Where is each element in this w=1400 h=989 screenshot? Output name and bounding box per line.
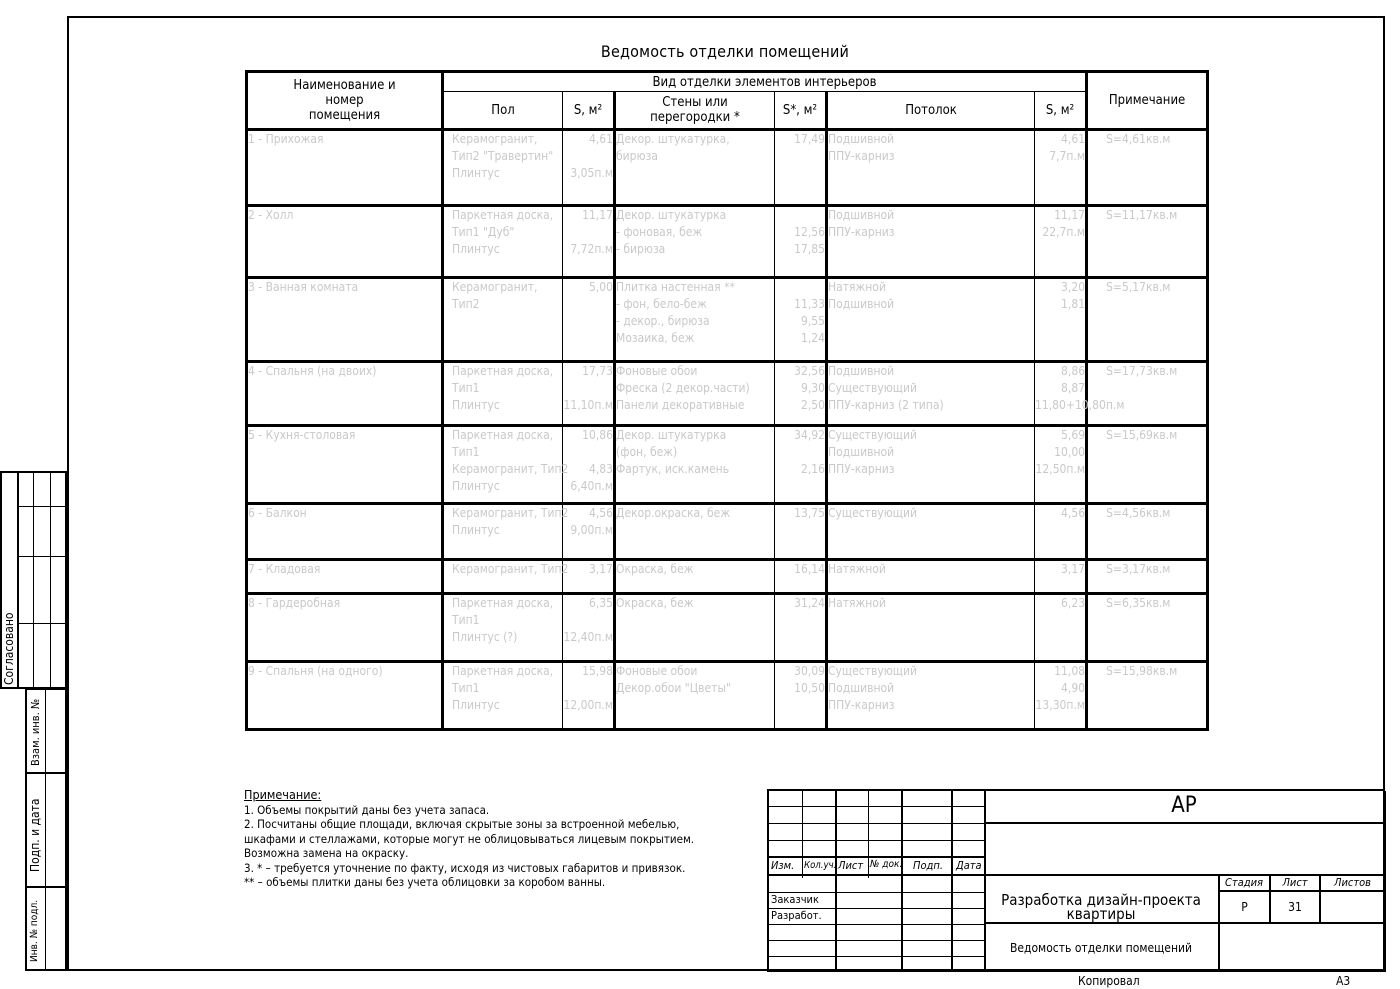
wall-area-line	[775, 444, 825, 461]
floor-area	[563, 426, 615, 504]
ceiling-area-line: 10,00	[1054, 445, 1086, 459]
floor-finish-line: Паркетная доска,	[452, 596, 554, 610]
wall-finish-line: Фоновые обои	[616, 364, 698, 378]
wall-area-line: 9,55	[800, 314, 825, 328]
room-name: 6 - Балкон	[247, 504, 443, 560]
floor-area	[563, 130, 615, 206]
wall-finish-line: - декор., бирюза	[616, 314, 710, 328]
ceiling-area-line: 11,80+10,80п.м	[1035, 398, 1125, 412]
floor-area	[563, 594, 615, 662]
table-row	[247, 560, 1208, 594]
ceiling-finish-line: Подшивной	[828, 132, 895, 146]
col-label-izm: Изм.	[771, 859, 795, 872]
ceiling-area	[1035, 594, 1087, 662]
ceiling-area	[1035, 362, 1125, 426]
room-name: 1 - Прихожая	[247, 130, 443, 206]
wall-finish-line: Мозаика, беж	[616, 331, 695, 345]
room-note: S=4,56кв.м	[1087, 504, 1208, 560]
ceiling-area-line: 4,56	[1061, 506, 1086, 520]
copied-label: Копировал	[1078, 974, 1140, 988]
sign-date-label: Подп. и дата	[28, 798, 42, 872]
header-room: Наименование и номер помещения	[247, 72, 443, 130]
wall-finish-line: Фартук, иск.камень	[616, 462, 730, 476]
ceiling-area-line: 5,69	[1061, 428, 1086, 442]
agreed-label: Согласовано	[2, 612, 16, 685]
wall-finish	[615, 662, 775, 730]
floor-area-line: 6,40п.м	[570, 479, 613, 493]
wall-finish-line: Декор.окраска, беж	[616, 506, 731, 520]
floor-finish-line: Тип1	[452, 613, 480, 627]
header-ceiling: Потолок	[827, 92, 1035, 130]
ceiling-area	[1035, 130, 1087, 206]
wall-finish-line: Фоновые обои	[616, 664, 698, 678]
room-note: S=3,17кв.м	[1087, 560, 1208, 594]
wall-area	[775, 278, 827, 362]
room-note: S=4,61кв.м	[1087, 130, 1208, 206]
ceiling-finish-line: Подшивной	[828, 681, 895, 695]
room-name: 7 - Кладовая	[247, 560, 443, 594]
ceiling-finish-line: Подшивной	[828, 208, 895, 222]
wall-finish-line: - бирюза	[616, 242, 666, 256]
ceiling-finish-line: Натяжной	[828, 596, 886, 610]
room-note: S=15,69кв.м	[1087, 426, 1208, 504]
wall-area-line: 1,24	[800, 331, 825, 345]
finishing-schedule-table	[245, 70, 1209, 731]
ceiling-area-line: 12,50п.м	[1035, 462, 1086, 476]
wall-finish-line: Панели декоративные	[616, 398, 745, 412]
room-name: 2 - Холл	[247, 206, 443, 278]
stage-label: Стадия	[1225, 876, 1263, 889]
floor-area-line	[563, 380, 613, 397]
role-developer: Разработ.	[771, 909, 822, 922]
wall-finish-line: Плитка настенная **	[616, 280, 735, 294]
ceiling-area-line: 6,23	[1061, 596, 1086, 610]
room-note: S=17,73кв.м	[1087, 362, 1208, 426]
notes-block	[244, 788, 694, 890]
wall-area-line: 2,50	[800, 398, 825, 412]
table-row	[247, 278, 1208, 362]
wall-finish-line: Декор. штукатурка	[616, 208, 727, 222]
header-floor: Пол	[443, 92, 563, 130]
wall-area-line: 30,09	[794, 664, 825, 678]
floor-finish	[443, 278, 563, 362]
header-walls: Стены или перегородки *	[615, 92, 775, 130]
header-walls-area: S*, м²	[775, 92, 827, 130]
floor-finish-line: Тип1 "Дуб"	[452, 225, 515, 239]
ceiling-area	[1035, 560, 1087, 594]
note-line: 1. Объемы покрытий даны без учета запаса.	[244, 802, 490, 817]
floor-finish	[443, 662, 563, 730]
floor-finish-line: Керамогранит, Тип2	[452, 506, 569, 520]
ceiling-finish-line: Натяжной	[828, 562, 886, 576]
floor-finish-line: Плинтус	[452, 398, 500, 412]
floor-area	[563, 206, 615, 278]
ceiling-area-line: 13,30п.м	[1035, 698, 1086, 712]
floor-area-line: 11,17	[582, 208, 613, 222]
floor-finish-line: Керамогранит, Тип2	[452, 562, 569, 576]
floor-area-line: 10,86	[582, 428, 613, 442]
floor-area-line: 7,72п.м	[570, 242, 613, 256]
wall-finish-line: - фон, бело-беж	[616, 297, 707, 311]
col-label-kolvo: Кол.уч.	[804, 860, 837, 871]
stage-value: Р	[1241, 900, 1248, 914]
floor-finish-line: Плинтус	[452, 698, 500, 712]
floor-area-line: 17,73	[582, 364, 613, 378]
table-row	[247, 504, 1208, 560]
ceiling-area-line: 4,90	[1061, 681, 1086, 695]
wall-area-line: 31,24	[794, 596, 825, 610]
ceiling-area	[1035, 504, 1087, 560]
floor-area-line: 4,61	[588, 132, 613, 146]
ceiling-finish-line: Подшивной	[828, 297, 895, 311]
floor-area-line	[563, 612, 613, 629]
floor-finish-line: Тип1	[452, 681, 480, 695]
room-name: 5 - Кухня-столовая	[247, 426, 443, 504]
ceiling-finish-line: ППУ-карниз	[828, 225, 895, 239]
sheet-title: Ведомость отделки помещений	[600, 42, 850, 61]
ceiling-finish	[827, 594, 1035, 662]
header-floor-area: S, м²	[563, 92, 615, 130]
ceiling-finish	[827, 560, 1035, 594]
ceiling-area-line: 7,7п.м	[1049, 149, 1086, 163]
floor-area-line: 9,00п.м	[570, 523, 613, 537]
col-label-list: Лист	[838, 859, 864, 872]
wall-area-line: 13,75	[794, 506, 825, 520]
room-note: S=6,35кв.м	[1087, 594, 1208, 662]
wall-area	[775, 130, 827, 206]
floor-area	[563, 362, 615, 426]
col-label-date: Дата	[956, 859, 982, 872]
floor-area	[563, 504, 615, 560]
floor-finish-line: Плинтус	[452, 523, 500, 537]
ceiling-finish-line: Существующий	[828, 664, 918, 678]
floor-finish-line: Паркетная доска,	[452, 364, 554, 378]
ceiling-finish-line: Существующий	[828, 428, 918, 442]
wall-finish-line: Окраска, беж	[616, 596, 694, 610]
floor-finish-line: Плинтус	[452, 479, 500, 493]
wall-finish-line: Декор. штукатурка	[616, 428, 727, 442]
wall-area-line: 32,56	[794, 364, 825, 378]
wall-finish-line: (фон, беж)	[616, 445, 678, 459]
floor-area-line: 3,17	[588, 562, 613, 576]
floor-area-line: 4,83	[588, 462, 613, 476]
floor-finish-line: Керамогранит, Тип2	[452, 462, 569, 476]
wall-area-line	[775, 279, 825, 296]
floor-finish	[443, 594, 563, 662]
floor-finish-line: Тип1	[452, 381, 480, 395]
wall-area-line: 17,85	[794, 242, 825, 256]
note-line: 2. Посчитаны общие площади, включая скрытые зоны за встроенной мебелью,	[244, 817, 680, 831]
ceiling-finish	[827, 426, 1035, 504]
wall-finish	[615, 278, 775, 362]
room-name: 8 - Гардеробная	[247, 594, 443, 662]
ceiling-finish-line: ППУ-карниз	[828, 462, 895, 476]
sheets-label: Листов	[1334, 876, 1371, 889]
floor-finish-line: Плинтус	[452, 242, 500, 256]
col-label-doc: № док.	[870, 859, 903, 870]
ceiling-finish-line: Существующий	[828, 506, 918, 520]
table-row	[247, 662, 1208, 730]
note-line: 3. * – требуется уточнение по факту, исходя из чистовых габаритов и привязок.	[244, 860, 686, 875]
ceiling-area-line: 11,17	[1054, 208, 1086, 222]
floor-area-line: 5,00	[588, 280, 613, 294]
room-note: S=15,98кв.м	[1087, 662, 1208, 730]
ceiling-area-line: 1,81	[1061, 297, 1086, 311]
floor-finish-line: Паркетная доска,	[452, 428, 554, 442]
ceiling-area-line: 8,87	[1061, 381, 1086, 395]
wall-area-line: 16,14	[794, 562, 825, 576]
ceiling-area	[1035, 206, 1087, 278]
wall-area-line	[775, 207, 825, 224]
note-line: Возможна замена на окраску.	[244, 846, 409, 860]
ceiling-area-line: 22,7п.м	[1042, 225, 1086, 239]
project-name-line2: квартиры	[1066, 905, 1136, 923]
ceiling-area-line: 3,17	[1061, 562, 1086, 576]
ceiling-finish-line: Натяжной	[828, 280, 886, 294]
sheet-name: Ведомость отделки помещений	[1009, 941, 1193, 955]
ceiling-finish	[827, 206, 1035, 278]
floor-area-line: 15,98	[582, 664, 613, 678]
room-note: S=5,17кв.м	[1087, 278, 1208, 362]
floor-finish-line: Тип2 "Травертин"	[452, 149, 554, 163]
wall-area	[775, 426, 827, 504]
col-label-sign: Подп.	[913, 859, 943, 872]
floor-finish-line: Тип1	[452, 445, 480, 459]
floor-area-line: 4,56	[588, 506, 613, 520]
wall-finish-line: Окраска, беж	[616, 562, 694, 576]
room-name: 3 - Ванная комната	[247, 278, 443, 362]
room-name: 4 - Спальня (на двоих)	[247, 362, 443, 426]
floor-area-line: 12,00п.м	[563, 698, 613, 712]
floor-area-line: 3,05п.м	[570, 166, 613, 180]
ceiling-area-line: 8,86	[1061, 364, 1086, 378]
floor-area	[563, 560, 615, 594]
floor-finish-line: Паркетная доска,	[452, 664, 554, 678]
wall-area-line: 17,49	[794, 132, 825, 146]
wall-area-line: 34,92	[794, 428, 825, 442]
header-ceiling-area: S, м²	[1035, 92, 1087, 130]
table-row	[247, 130, 1208, 206]
floor-finish	[443, 426, 569, 504]
wall-area-line: 10,50	[794, 681, 825, 695]
wall-finish-line: Фреска (2 декор.части)	[616, 381, 750, 395]
sheet-number: 31	[1288, 900, 1302, 914]
ceiling-area-line: 11,08	[1054, 664, 1086, 678]
wall-finish	[615, 206, 775, 278]
ceiling-finish	[827, 504, 1035, 560]
floor-finish	[443, 130, 563, 206]
floor-area-line	[563, 444, 613, 461]
floor-finish	[443, 206, 563, 278]
floor-finish-line: Тип2	[452, 297, 480, 311]
ceiling-finish-line: ППУ-карниз	[828, 698, 895, 712]
floor-area	[563, 662, 615, 730]
wall-area	[775, 662, 827, 730]
floor-area-line: 12,40п.м	[563, 630, 613, 644]
note-line: шкафами и стеллажами, которые могут не облицовываться лицевым покрытием.	[244, 831, 695, 846]
ceiling-finish-line: Существующий	[828, 381, 918, 395]
ceiling-area	[1035, 278, 1087, 362]
project-code: АР	[1171, 793, 1197, 818]
inv-ref-label: Взам. инв. №	[29, 698, 42, 766]
note-line: ** – объемы плитки даны без учета облицовки за коробом ванны.	[244, 875, 606, 889]
table-row	[247, 362, 1208, 426]
ceiling-area-line: 4,61	[1061, 132, 1086, 146]
floor-finish-line: Плинтус	[452, 166, 500, 180]
sheet-label: Лист	[1282, 876, 1308, 889]
wall-finish-line: бирюза	[616, 149, 658, 163]
wall-finish-line: Декор. штукатурка,	[616, 132, 730, 146]
project-name	[984, 893, 1218, 921]
wall-area-line: 9,30	[800, 381, 825, 395]
table-row	[247, 206, 1208, 278]
ceiling-finish-line: Подшивной	[828, 364, 895, 378]
wall-area	[775, 504, 827, 560]
ceiling-finish	[827, 362, 1035, 426]
role-customer: Заказчик	[771, 893, 819, 906]
floor-area-line	[563, 224, 613, 241]
ceiling-finish-line: ППУ-карниз (2 типа)	[828, 398, 944, 412]
header-note: Примечание	[1087, 72, 1208, 130]
title-block	[767, 789, 1384, 972]
floor-finish-line: Керамогранит,	[452, 280, 538, 294]
wall-area-line: 12,56	[794, 225, 825, 239]
floor-area-line: 11,10п.м	[563, 398, 613, 412]
floor-finish-line: Паркетная доска,	[452, 208, 554, 222]
wall-area	[775, 594, 827, 662]
wall-area	[775, 362, 827, 426]
project-name-line1: Разработка дизайн-проекта	[1001, 891, 1201, 909]
wall-finish	[615, 560, 775, 594]
wall-finish-line: Декор.обои "Цветы"	[616, 681, 731, 695]
ceiling-finish	[827, 278, 1035, 362]
wall-area-line: 2,16	[800, 462, 825, 476]
table-row	[247, 594, 1208, 662]
ceiling-area	[1035, 426, 1087, 504]
floor-area	[563, 278, 615, 362]
floor-finish	[443, 362, 563, 426]
inv-orig-label: Инв. № подл.	[29, 899, 40, 962]
room-name: 9 - Спальня (на одного)	[247, 662, 443, 730]
wall-finish	[615, 426, 775, 504]
floor-finish-line: Керамогранит,	[452, 132, 538, 146]
floor-finish-line: Плинтус (?)	[452, 630, 518, 644]
ceiling-finish	[827, 130, 1035, 206]
wall-area	[775, 206, 827, 278]
floor-finish	[443, 560, 569, 594]
format-label: А3	[1336, 974, 1351, 988]
wall-finish	[615, 130, 775, 206]
wall-finish-line: - фоновая, беж	[616, 225, 703, 239]
wall-area	[775, 560, 827, 594]
floor-area-line: 6,35	[588, 596, 613, 610]
wall-finish	[615, 594, 775, 662]
floor-area-line	[563, 680, 613, 697]
header-finish-group: Вид отделки элементов интерьеров	[443, 72, 1087, 92]
ceiling-area	[1035, 662, 1087, 730]
floor-area-line	[563, 148, 613, 165]
table-row	[247, 426, 1208, 504]
wall-finish	[615, 362, 775, 426]
wall-area-line: 11,33	[794, 297, 825, 311]
floor-finish	[443, 504, 569, 560]
ceiling-finish-line: ППУ-карниз	[828, 149, 895, 163]
notes-heading: Примечание:	[244, 787, 322, 802]
ceiling-finish-line: Подшивной	[828, 445, 895, 459]
ceiling-area-line: 3,20	[1061, 280, 1086, 294]
wall-finish	[615, 504, 775, 560]
room-note: S=11,17кв.м	[1087, 206, 1208, 278]
ceiling-finish	[827, 662, 1035, 730]
